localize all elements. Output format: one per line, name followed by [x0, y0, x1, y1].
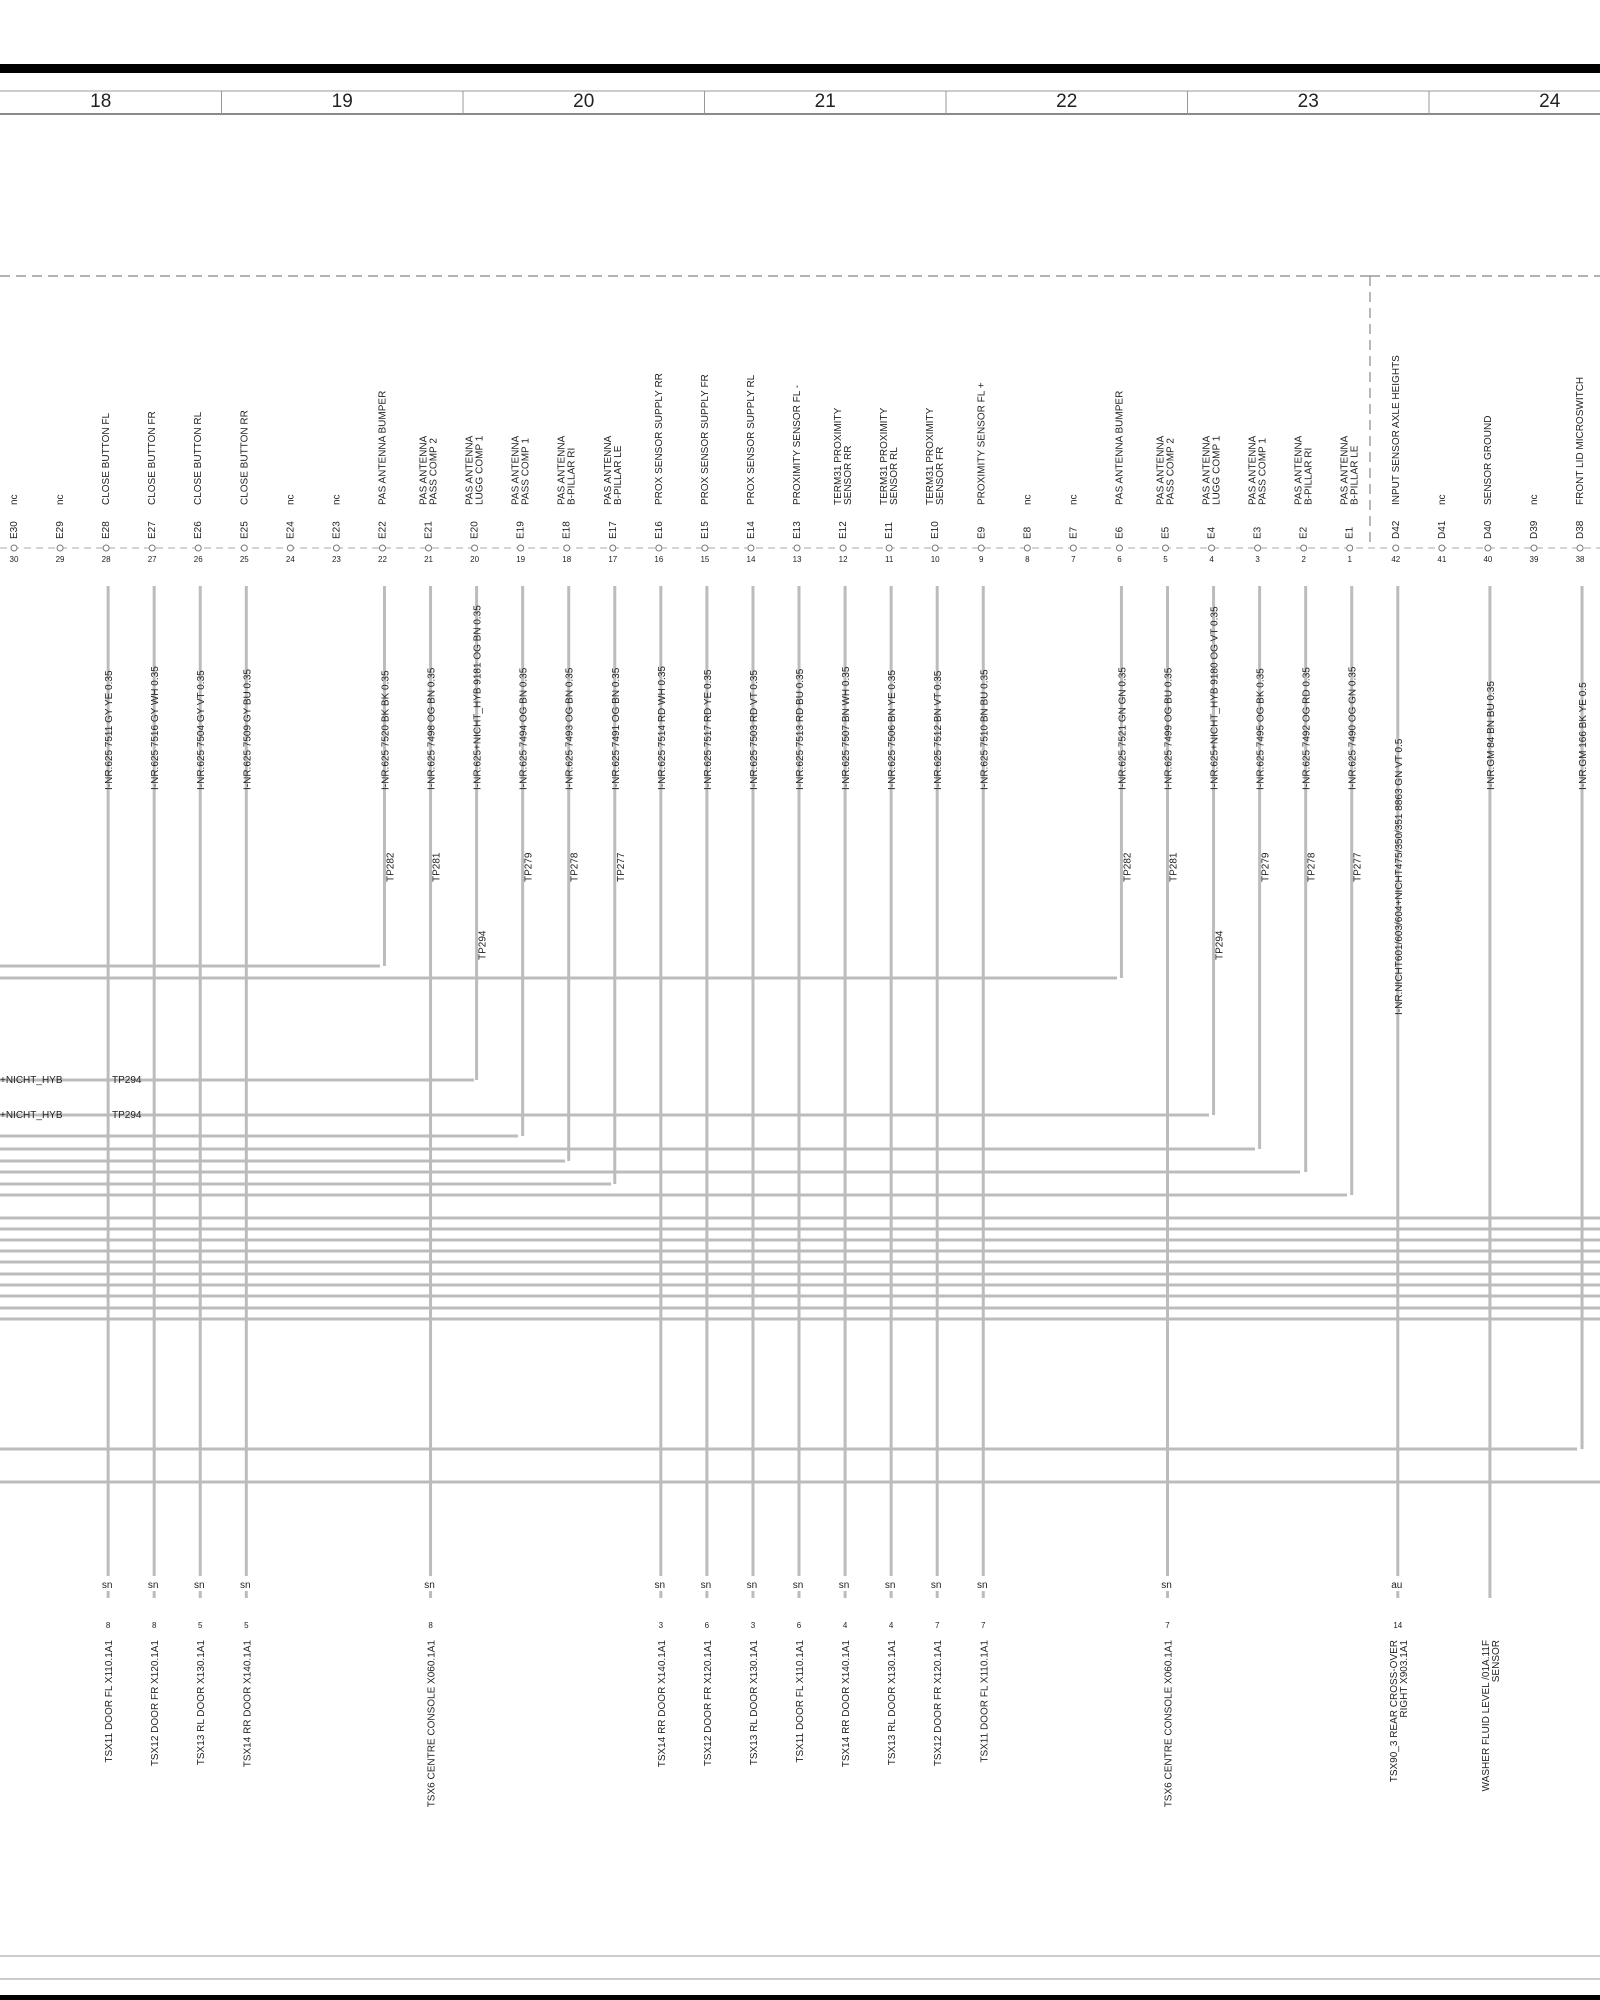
destination-label: TSX12 DOOR FR X120.1A1	[150, 1640, 162, 1767]
pin-circle	[1577, 545, 1583, 551]
grid-column-label: 18	[90, 91, 112, 112]
destination-label: TSX11 DOOR FL X110.1A1	[979, 1640, 991, 1763]
pin-number: 8	[1025, 555, 1030, 564]
pin-circle	[1116, 545, 1122, 551]
wire-label: I-NR.625 7504 GY VT 0.35	[196, 670, 208, 790]
pin-code: E6	[1114, 526, 1126, 539]
pin-label: PAS ANTENNA	[464, 435, 476, 505]
pin-label: PROX SENSOR SUPPLY FR	[699, 374, 711, 505]
pin-number: 22	[378, 555, 387, 564]
test-point: TP281	[431, 852, 443, 882]
pin-number: 12	[838, 555, 848, 564]
pin-number: 15	[700, 555, 710, 564]
wire-label: I-NR.625 7506 BN YE 0.35	[887, 670, 899, 790]
pin-number: 41	[1437, 555, 1447, 564]
pin-number: 10	[930, 555, 940, 564]
shield-marker: sn	[101, 1580, 113, 1591]
pin-code: D41	[1436, 520, 1448, 539]
pin-circle	[518, 545, 524, 551]
pin-e6	[1114, 391, 1135, 978]
pin-number: 30	[9, 555, 19, 564]
pin-code: E3	[1252, 526, 1264, 539]
pin-e24	[285, 494, 296, 564]
connector-pin: 14	[1393, 1621, 1403, 1630]
wire-label: I-NR.625 7490 OG GN 0.35	[1347, 666, 1359, 790]
pin-d42	[1388, 355, 1410, 1782]
test-point: TP294	[1214, 930, 1226, 960]
wire-label: I-NR.625 7507 BN WH 0.35	[841, 666, 853, 790]
pin-number: 26	[193, 555, 203, 564]
pin-e30	[9, 494, 20, 564]
pin-label: SENSOR RR	[843, 445, 855, 505]
pin-label: nc	[1528, 494, 1540, 505]
wire-label: I-NR.625 7499 OG BU 0.35	[1163, 667, 1175, 790]
connector-pins	[9, 355, 1589, 1807]
connector-pin: 5	[244, 1621, 249, 1630]
wire-label: I-NR.GM 166 BK YE 0.5	[1578, 682, 1590, 790]
pin-label: PROX SENSOR SUPPLY RL	[745, 374, 757, 505]
pin-label: SENSOR RL	[889, 447, 901, 505]
wire-label: I-NR.625 7491 OG BN 0.35	[610, 667, 622, 790]
pin-number: 5	[1163, 555, 1168, 564]
pin-d39	[1529, 494, 1540, 564]
annotation-tp: TP294	[112, 1110, 142, 1121]
pin-number: 9	[979, 555, 984, 564]
grid-column-label: 24	[1539, 91, 1561, 112]
pin-code: E30	[9, 521, 20, 539]
pin-circle	[1209, 545, 1215, 551]
shield-marker: sn	[193, 1580, 205, 1591]
pin-code: D40	[1482, 520, 1494, 539]
destination-label: TSX13 RL DOOR X130.1A1	[887, 1640, 899, 1766]
pin-circle	[748, 545, 754, 551]
connector-pin: 5	[198, 1621, 203, 1630]
pin-label: nc	[285, 494, 297, 505]
pin-code: E22	[377, 521, 389, 539]
shield-marker: sn	[240, 1580, 251, 1591]
pin-code: E28	[101, 521, 113, 539]
pin-label: PROXIMITY SENSOR FL +	[976, 382, 988, 505]
pin-number: 28	[101, 555, 111, 564]
pin-label: PAS ANTENNA	[1339, 435, 1351, 505]
grid-column-label: 20	[573, 91, 595, 112]
pin-label: TERM31 PROXIMITY	[925, 407, 937, 505]
pin-code: E8	[1022, 526, 1034, 539]
pin-label: PAS ANTENNA	[1247, 435, 1259, 505]
shield-marker: sn	[792, 1580, 804, 1591]
pin-label: PAS ANTENNA BUMPER	[1114, 390, 1126, 505]
pin-circle	[379, 545, 385, 551]
pin-number: 1	[1347, 555, 1352, 564]
destination-label: SENSOR	[1490, 1640, 1502, 1683]
pin-label: PASS COMP 2	[428, 438, 440, 505]
pin-code: E13	[792, 521, 804, 539]
pin-code: E14	[745, 521, 757, 539]
pin-number: 27	[147, 555, 157, 564]
shield-marker: sn	[147, 1580, 159, 1591]
wire-label: I-NR.625 7492 OG RD 0.35	[1301, 667, 1313, 790]
shield-marker: sn	[930, 1580, 942, 1591]
pin-label: PAS ANTENNA BUMPER	[377, 390, 389, 505]
pin-number: 11	[884, 555, 894, 564]
test-point: TP277	[615, 852, 627, 882]
pin-circle	[564, 545, 570, 551]
pin-label: B-PILLAR RI	[1303, 447, 1315, 505]
top-border	[0, 64, 1600, 73]
wire-label: I-NR.625 7521 GN GN 0.35	[1117, 667, 1129, 790]
pin-number: 42	[1391, 555, 1401, 564]
pin-label: nc	[9, 494, 20, 505]
pin-code: E21	[423, 521, 435, 539]
wire-label: I-NR.625 7520 BK BK 0.35	[380, 670, 392, 790]
pin-code: E4	[1206, 526, 1218, 539]
pin-label: B-PILLAR LE	[1349, 445, 1361, 505]
destination-label: TSX12 DOOR FR X120.1A1	[933, 1640, 945, 1767]
pin-label: SENSOR GROUND	[1482, 415, 1494, 505]
pin-circle	[978, 545, 984, 551]
pin-number: 19	[516, 555, 526, 564]
pin-code: E7	[1068, 526, 1080, 539]
pin-d41	[1437, 494, 1448, 564]
connector-pin: 6	[704, 1621, 710, 1630]
pin-e13	[789, 385, 809, 1763]
pin-e4	[1202, 435, 1228, 1115]
pin-label: PASS COMP 1	[1257, 438, 1269, 505]
pin-e23	[331, 494, 342, 564]
destination-label: WASHER FLUID LEVEL /01A.11F	[1480, 1640, 1492, 1792]
wire-label: I-NR.625 7513 RD BU 0.35	[795, 668, 807, 790]
connector-pin: 3	[750, 1621, 756, 1630]
pin-circle	[1531, 545, 1537, 551]
connector-pin: 8	[151, 1621, 157, 1630]
pin-code: E20	[469, 521, 481, 539]
pin-circle	[932, 545, 938, 551]
pin-number: 13	[792, 555, 802, 564]
destination-label: TSX13 RL DOOR X130.1A1	[748, 1640, 760, 1766]
pin-circle	[1255, 545, 1261, 551]
connector-pin: 8	[105, 1621, 111, 1630]
pin-label: PAS ANTENNA	[1201, 435, 1213, 505]
pin-label: PROX SENSOR SUPPLY RR	[653, 373, 665, 505]
shield-marker: sn	[838, 1580, 850, 1591]
pin-code: D42	[1390, 520, 1402, 539]
connector-pin: 7	[934, 1621, 940, 1630]
pin-circle	[333, 545, 339, 551]
test-point: TP277	[1352, 852, 1364, 882]
shield-marker: au	[1391, 1580, 1403, 1591]
destination-label: RIGHT X903.1A1	[1398, 1640, 1410, 1718]
pin-e8	[1022, 494, 1033, 564]
grid-column-label: 19	[331, 91, 353, 112]
pin-e18	[557, 435, 583, 1161]
pin-label: CLOSE BUTTON RR	[239, 410, 251, 505]
destination-label: TSX14 RR DOOR X140.1A1	[656, 1640, 668, 1768]
pin-e1	[1340, 435, 1366, 1195]
pin-circle	[1347, 545, 1353, 551]
pin-circle	[1024, 545, 1030, 551]
pin-number: 21	[424, 555, 433, 564]
pin-e27	[144, 411, 164, 1766]
test-point: TP279	[1260, 852, 1272, 882]
annotation-text: +NICHT_HYB	[0, 1075, 63, 1086]
destination-label: TSX6 CENTRE CONSOLE X060.1A1	[1163, 1640, 1175, 1808]
pin-e22	[377, 391, 398, 966]
pin-code: E23	[331, 521, 343, 539]
pin-e10	[925, 407, 947, 1766]
shield-marker: sn	[884, 1580, 896, 1591]
connector-pin: 4	[842, 1621, 848, 1630]
test-point: TP279	[523, 852, 535, 882]
pin-circle	[794, 545, 800, 551]
pin-code: E27	[147, 521, 159, 539]
connector-pin: 4	[888, 1621, 894, 1630]
pin-e3	[1248, 435, 1274, 1149]
connector-pin: 8	[428, 1621, 433, 1630]
pin-e12	[833, 407, 855, 1767]
pin-label: CLOSE BUTTON FR	[147, 411, 159, 505]
pin-e14	[743, 374, 763, 1765]
pin-d40	[1481, 416, 1502, 1792]
pin-label: PAS ANTENNA	[418, 435, 430, 505]
pin-code: D38	[1575, 520, 1587, 539]
pin-e28	[98, 413, 118, 1763]
pin-number: 25	[239, 555, 249, 564]
pin-e16	[651, 373, 671, 1767]
pin-label: nc	[1068, 494, 1080, 505]
destination-label: TSX14 RR DOOR X140.1A1	[242, 1640, 254, 1768]
pin-circle	[426, 545, 432, 551]
grid-column-label: 21	[814, 91, 836, 112]
pin-circle	[57, 545, 63, 551]
pin-circle	[1163, 545, 1169, 551]
pin-number: 20	[470, 555, 480, 564]
annotation-text: +NICHT_HYB	[0, 1110, 63, 1121]
pin-circle	[287, 545, 293, 551]
test-point: TP278	[1306, 852, 1318, 882]
pin-circle	[103, 545, 109, 551]
pin-circle	[1485, 545, 1491, 551]
wire-label: I-NR.GM 84 BN BU 0.35	[1485, 681, 1497, 790]
pin-circle	[1070, 545, 1076, 551]
shield-marker: sn	[1161, 1580, 1172, 1591]
pin-circle	[241, 545, 247, 551]
pin-e26	[190, 411, 210, 1765]
pin-code: E2	[1298, 526, 1310, 539]
wire-label: I-NR.625 7516 GY WH 0.35	[150, 666, 162, 790]
pin-circle	[149, 545, 155, 551]
pin-e29	[55, 494, 66, 564]
wire-label: I-NR.625 7494 OG BN 0.35	[518, 667, 530, 790]
test-point: TP294	[477, 930, 489, 960]
pin-code: E9	[976, 526, 988, 539]
test-point: TP278	[569, 852, 581, 882]
pin-e25	[236, 410, 256, 1767]
wire-label: I-NR.625 7514 RD WH 0.35	[656, 666, 668, 790]
pin-number: 14	[746, 555, 756, 564]
pin-number: 7	[1071, 555, 1076, 564]
pin-e7	[1068, 494, 1079, 564]
pin-code: E19	[515, 521, 527, 539]
pin-code: D39	[1528, 520, 1540, 539]
pin-circle	[840, 545, 846, 551]
pin-number: 29	[55, 555, 65, 564]
pin-label: SENSOR FR	[935, 446, 947, 505]
connector-pin: 7	[981, 1621, 986, 1630]
pin-label: CLOSE BUTTON FL	[101, 412, 113, 505]
pin-number: 2	[1301, 555, 1306, 564]
pin-number: 24	[285, 555, 295, 564]
shield-marker: sn	[700, 1580, 712, 1591]
pin-number: 23	[331, 555, 341, 564]
wire-label: I-NR.625 7503 RD VT 0.35	[748, 670, 760, 790]
pin-code: E24	[285, 521, 297, 539]
pin-label: TERM31 PROXIMITY	[833, 407, 845, 505]
pin-label: nc	[1436, 494, 1448, 505]
wire-label: I-NR.625 7498 OG BN 0.35	[426, 667, 438, 790]
wire-label: I-NR.625+NICHT_HYB 9180 OG VT 0.35	[1209, 606, 1221, 790]
connector-pin: 7	[1165, 1621, 1170, 1630]
pin-d38	[1575, 377, 1589, 1449]
pin-number: 16	[654, 555, 664, 564]
pin-label: PASS COMP 2	[1165, 438, 1177, 505]
pin-label: PAS ANTENNA	[602, 435, 614, 505]
connector-pin: 6	[796, 1621, 802, 1630]
destination-label: TSX13 RL DOOR X130.1A1	[196, 1640, 208, 1766]
pin-label: PROXIMITY SENSOR FL -	[792, 384, 804, 505]
destination-label: TSX12 DOOR FR X120.1A1	[702, 1640, 714, 1767]
wire-label: I-NR.625 7512 BN VT 0.35	[933, 670, 945, 790]
pin-e11	[879, 407, 901, 1765]
pin-label: LUGG COMP 1	[1211, 435, 1223, 505]
wire-label: I-NR.NICHT601/603/604+NICHT475/350/351 8863 GN VT 0.5	[1393, 738, 1405, 1015]
test-point: TP281	[1168, 852, 1180, 882]
destination-label: TSX6 CENTRE CONSOLE X060.1A1	[426, 1640, 438, 1808]
pin-number: 38	[1575, 555, 1585, 564]
pin-label: INPUT SENSOR AXLE HEIGHTS	[1390, 355, 1402, 505]
destination-label: TSX11 DOOR FL X110.1A1	[795, 1640, 807, 1763]
pin-label: B-PILLAR LE	[612, 445, 624, 505]
connector-pin: 3	[658, 1621, 664, 1630]
pin-code: E5	[1160, 526, 1172, 539]
pin-circle	[886, 545, 892, 551]
pin-label: PAS ANTENNA	[1155, 435, 1167, 505]
pin-label: LUGG COMP 1	[474, 435, 486, 505]
pin-number: 3	[1255, 555, 1260, 564]
pin-circle	[702, 545, 708, 551]
pin-code: E16	[653, 521, 665, 539]
pin-number: 40	[1483, 555, 1493, 564]
pin-label: nc	[331, 494, 343, 505]
pin-number: 4	[1209, 555, 1214, 564]
pin-number: 18	[562, 555, 572, 564]
wire-label: I-NR.625 7493 OG BN 0.35	[564, 667, 576, 790]
pin-label: FRONT LID MICROSWITCH	[1575, 376, 1587, 505]
test-point: TP282	[385, 852, 397, 882]
pin-code: E18	[561, 521, 573, 539]
wire-label: I-NR.625 7510 BN BU 0.35	[979, 669, 991, 790]
pin-circle	[656, 545, 662, 551]
pin-label: PAS ANTENNA	[556, 435, 568, 505]
pin-e9	[973, 382, 993, 1762]
pin-circle	[1301, 545, 1307, 551]
pin-e5	[1156, 435, 1182, 1807]
pin-e20	[465, 435, 491, 1080]
pin-code: E1	[1344, 526, 1356, 539]
pin-circle	[11, 545, 17, 551]
pin-label: nc	[1022, 494, 1034, 505]
shield-marker: sn	[424, 1580, 435, 1591]
test-point: TP282	[1122, 852, 1134, 882]
pin-number: 17	[608, 555, 618, 564]
pin-code: E25	[239, 521, 251, 539]
wire-label: I-NR.625 7495 OG BK 0.35	[1255, 668, 1267, 790]
wire-label: I-NR.625 7517 RD YE 0.35	[702, 669, 714, 790]
wire-label: I-NR.625+NICHT_HYB 9181 OG BN 0.35	[472, 605, 484, 790]
wire-label: I-NR.625 7511 GY YE 0.35	[104, 670, 116, 790]
destination-label: TSX11 DOOR FL X110.1A1	[104, 1640, 116, 1763]
pin-circle	[195, 545, 201, 551]
pin-label: PAS ANTENNA	[1293, 435, 1305, 505]
grid-column-label: 22	[1056, 91, 1078, 112]
destination-label: TSX90_3 REAR CROSS-OVER	[1388, 1640, 1400, 1783]
pin-code: E11	[884, 521, 896, 539]
destination-label: TSX14 RR DOOR X140.1A1	[841, 1640, 853, 1768]
pin-number: 6	[1117, 555, 1122, 564]
pin-number: 39	[1529, 555, 1539, 564]
grid-column-label: 23	[1297, 91, 1319, 112]
pin-code: E15	[699, 521, 711, 539]
pin-label: TERM31 PROXIMITY	[879, 407, 891, 505]
pin-label: PASS COMP 1	[520, 438, 532, 505]
shield-marker: sn	[746, 1580, 758, 1591]
pin-label: nc	[55, 494, 67, 505]
pin-code: E29	[55, 521, 67, 539]
pin-e21	[419, 435, 445, 1807]
pin-circle	[1439, 545, 1445, 551]
pin-circle	[610, 545, 616, 551]
wire-label: I-NR.625 7509 GY BU 0.35	[242, 669, 254, 790]
shield-marker: sn	[976, 1580, 988, 1591]
bottom-border	[0, 1995, 1600, 2000]
pin-circle	[472, 545, 478, 551]
pin-label: B-PILLAR RI	[566, 447, 578, 505]
pin-e2	[1294, 435, 1320, 1172]
pin-circle	[1393, 545, 1399, 551]
pin-e19	[511, 435, 537, 1136]
pin-e15	[697, 374, 717, 1766]
pin-label: PAS ANTENNA	[510, 435, 522, 505]
pin-code: E12	[838, 521, 850, 539]
pin-code: E26	[193, 521, 205, 539]
pin-code: E17	[607, 521, 619, 539]
pin-code: E10	[930, 521, 942, 539]
shield-marker: sn	[654, 1580, 666, 1591]
annotation-tp: TP294	[112, 1075, 142, 1086]
pin-label: CLOSE BUTTON RL	[193, 411, 205, 505]
